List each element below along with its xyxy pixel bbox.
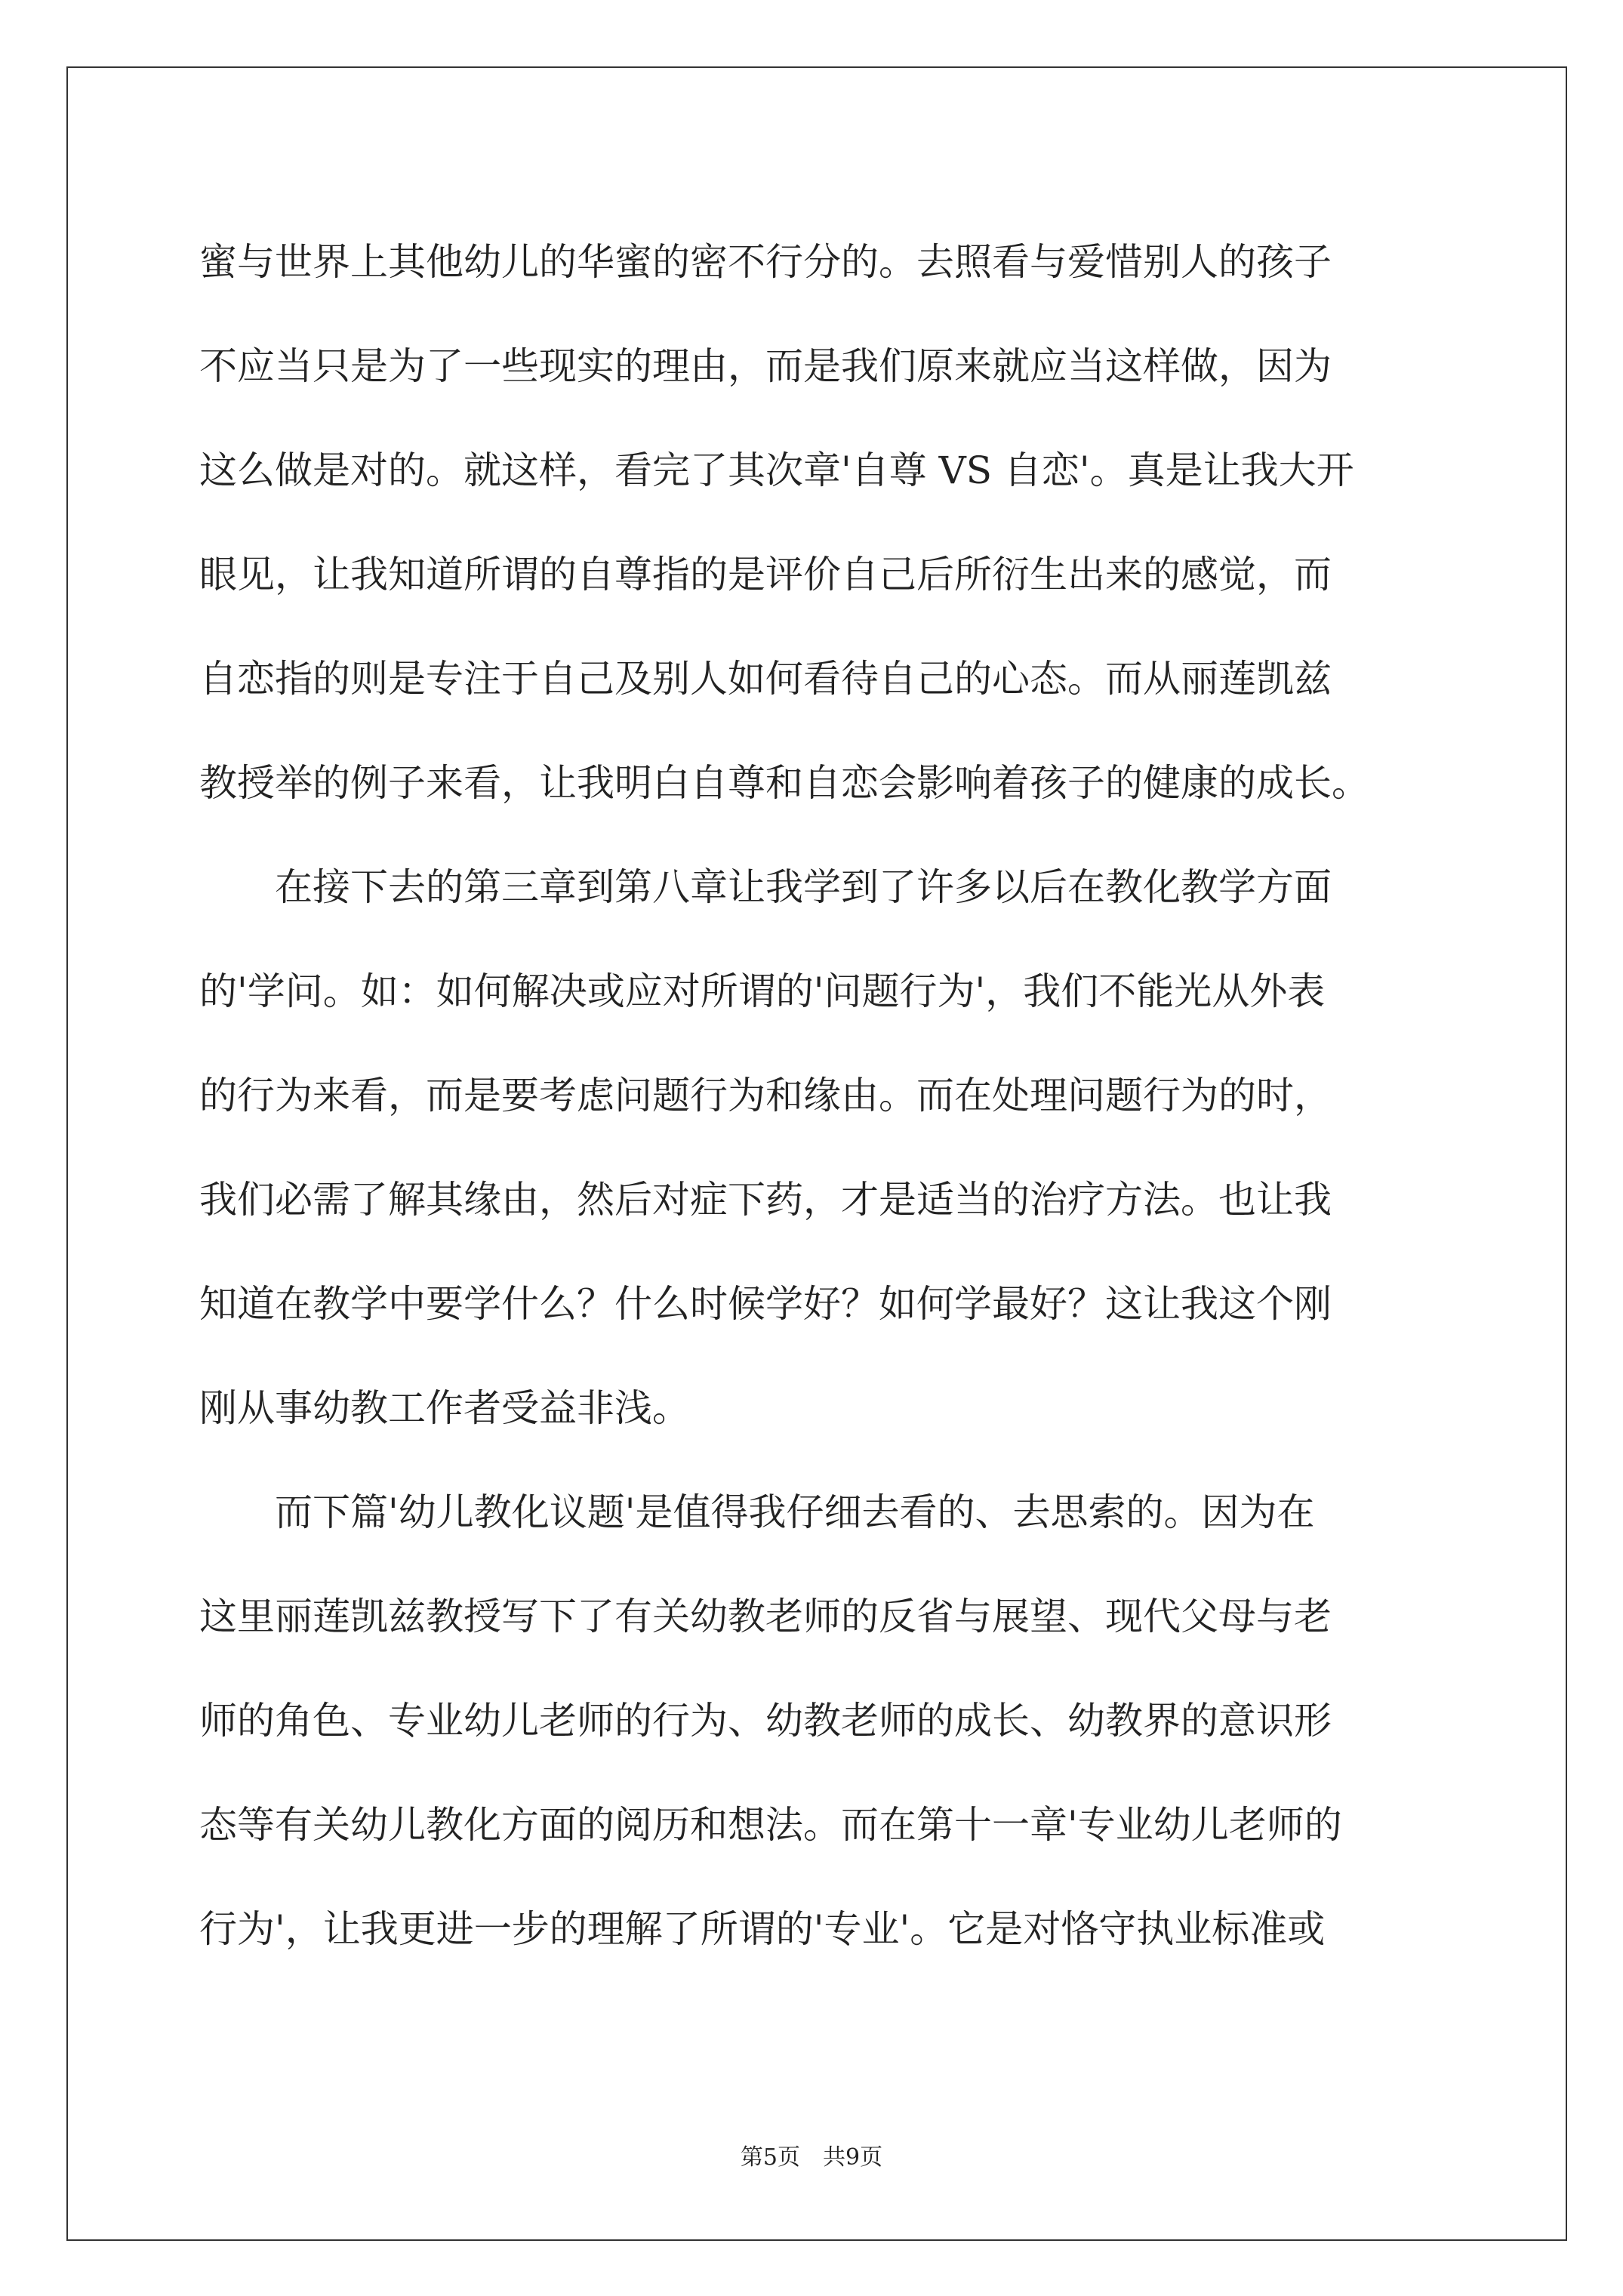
text-line: 蜜与世界上其他幼儿的华蜜的密不行分的。去照看与爱惜别人的孩子 bbox=[199, 240, 1332, 284]
document-body bbox=[199, 210, 1437, 1981]
page-number-footer: 第5页 共9页 bbox=[740, 2144, 883, 2171]
text-line: 这里丽莲凯兹教授写下了有关幼教老师的反省与展望、现代父母与老 bbox=[199, 1595, 1332, 1638]
text-line: 知道在教学中要学什么？什么时候学好？如何学最好？这让我这个刚 bbox=[199, 1282, 1332, 1326]
text-line: 的'学问。如：如何解决或应对所谓的'问题行为'，我们不能光从外表 bbox=[199, 969, 1326, 1013]
text-line: 我们必需了解其缘由，然后对症下药，才是适当的治疗方法。也让我 bbox=[199, 1178, 1332, 1222]
paragraph-start-line: 而下篇'幼儿教化议题'是值得我仔细去看的、去思索的。因为在 bbox=[275, 1490, 1315, 1534]
paragraph-start-line: 在接下去的第三章到第八章让我学到了许多以后在教化教学方面 bbox=[275, 865, 1332, 909]
text-line: 行为'，让我更进一步的理解了所谓的'专业'。它是对恪守执业标准或 bbox=[199, 1907, 1326, 1951]
text-line: 这么做是对的。就这样，看完了其次章'自尊 VS 自恋'。真是让我大开 bbox=[199, 448, 1354, 492]
text-line: 刚从事幼教工作者受益非浅。 bbox=[199, 1386, 690, 1430]
text-line: 不应当只是为了一些现实的理由，而是我们原来就应当这样做，因为 bbox=[199, 344, 1332, 388]
text-line: 的行为来看，而是要考虑问题行为和缘由。而在处理问题行为的时， bbox=[199, 1074, 1332, 1117]
text-line: 态等有关幼儿教化方面的阅历和想法。而在第十一章'专业幼儿老师的 bbox=[199, 1803, 1342, 1847]
text-line: 师的角色、专业幼儿老师的行为、幼教老师的成长、幼教界的意识形 bbox=[199, 1699, 1332, 1743]
text-line: 眼见，让我知道所谓的自尊指的是评价自己后所衍生出来的感觉，而 bbox=[199, 553, 1332, 596]
text-line: 自恋指的则是专注于自己及别人如何看待自己的心态。而从丽莲凯兹 bbox=[199, 657, 1332, 701]
text-line: 教授举的例子来看，让我明白自尊和自恋会影响着孩子的健康的成长。 bbox=[199, 761, 1369, 805]
